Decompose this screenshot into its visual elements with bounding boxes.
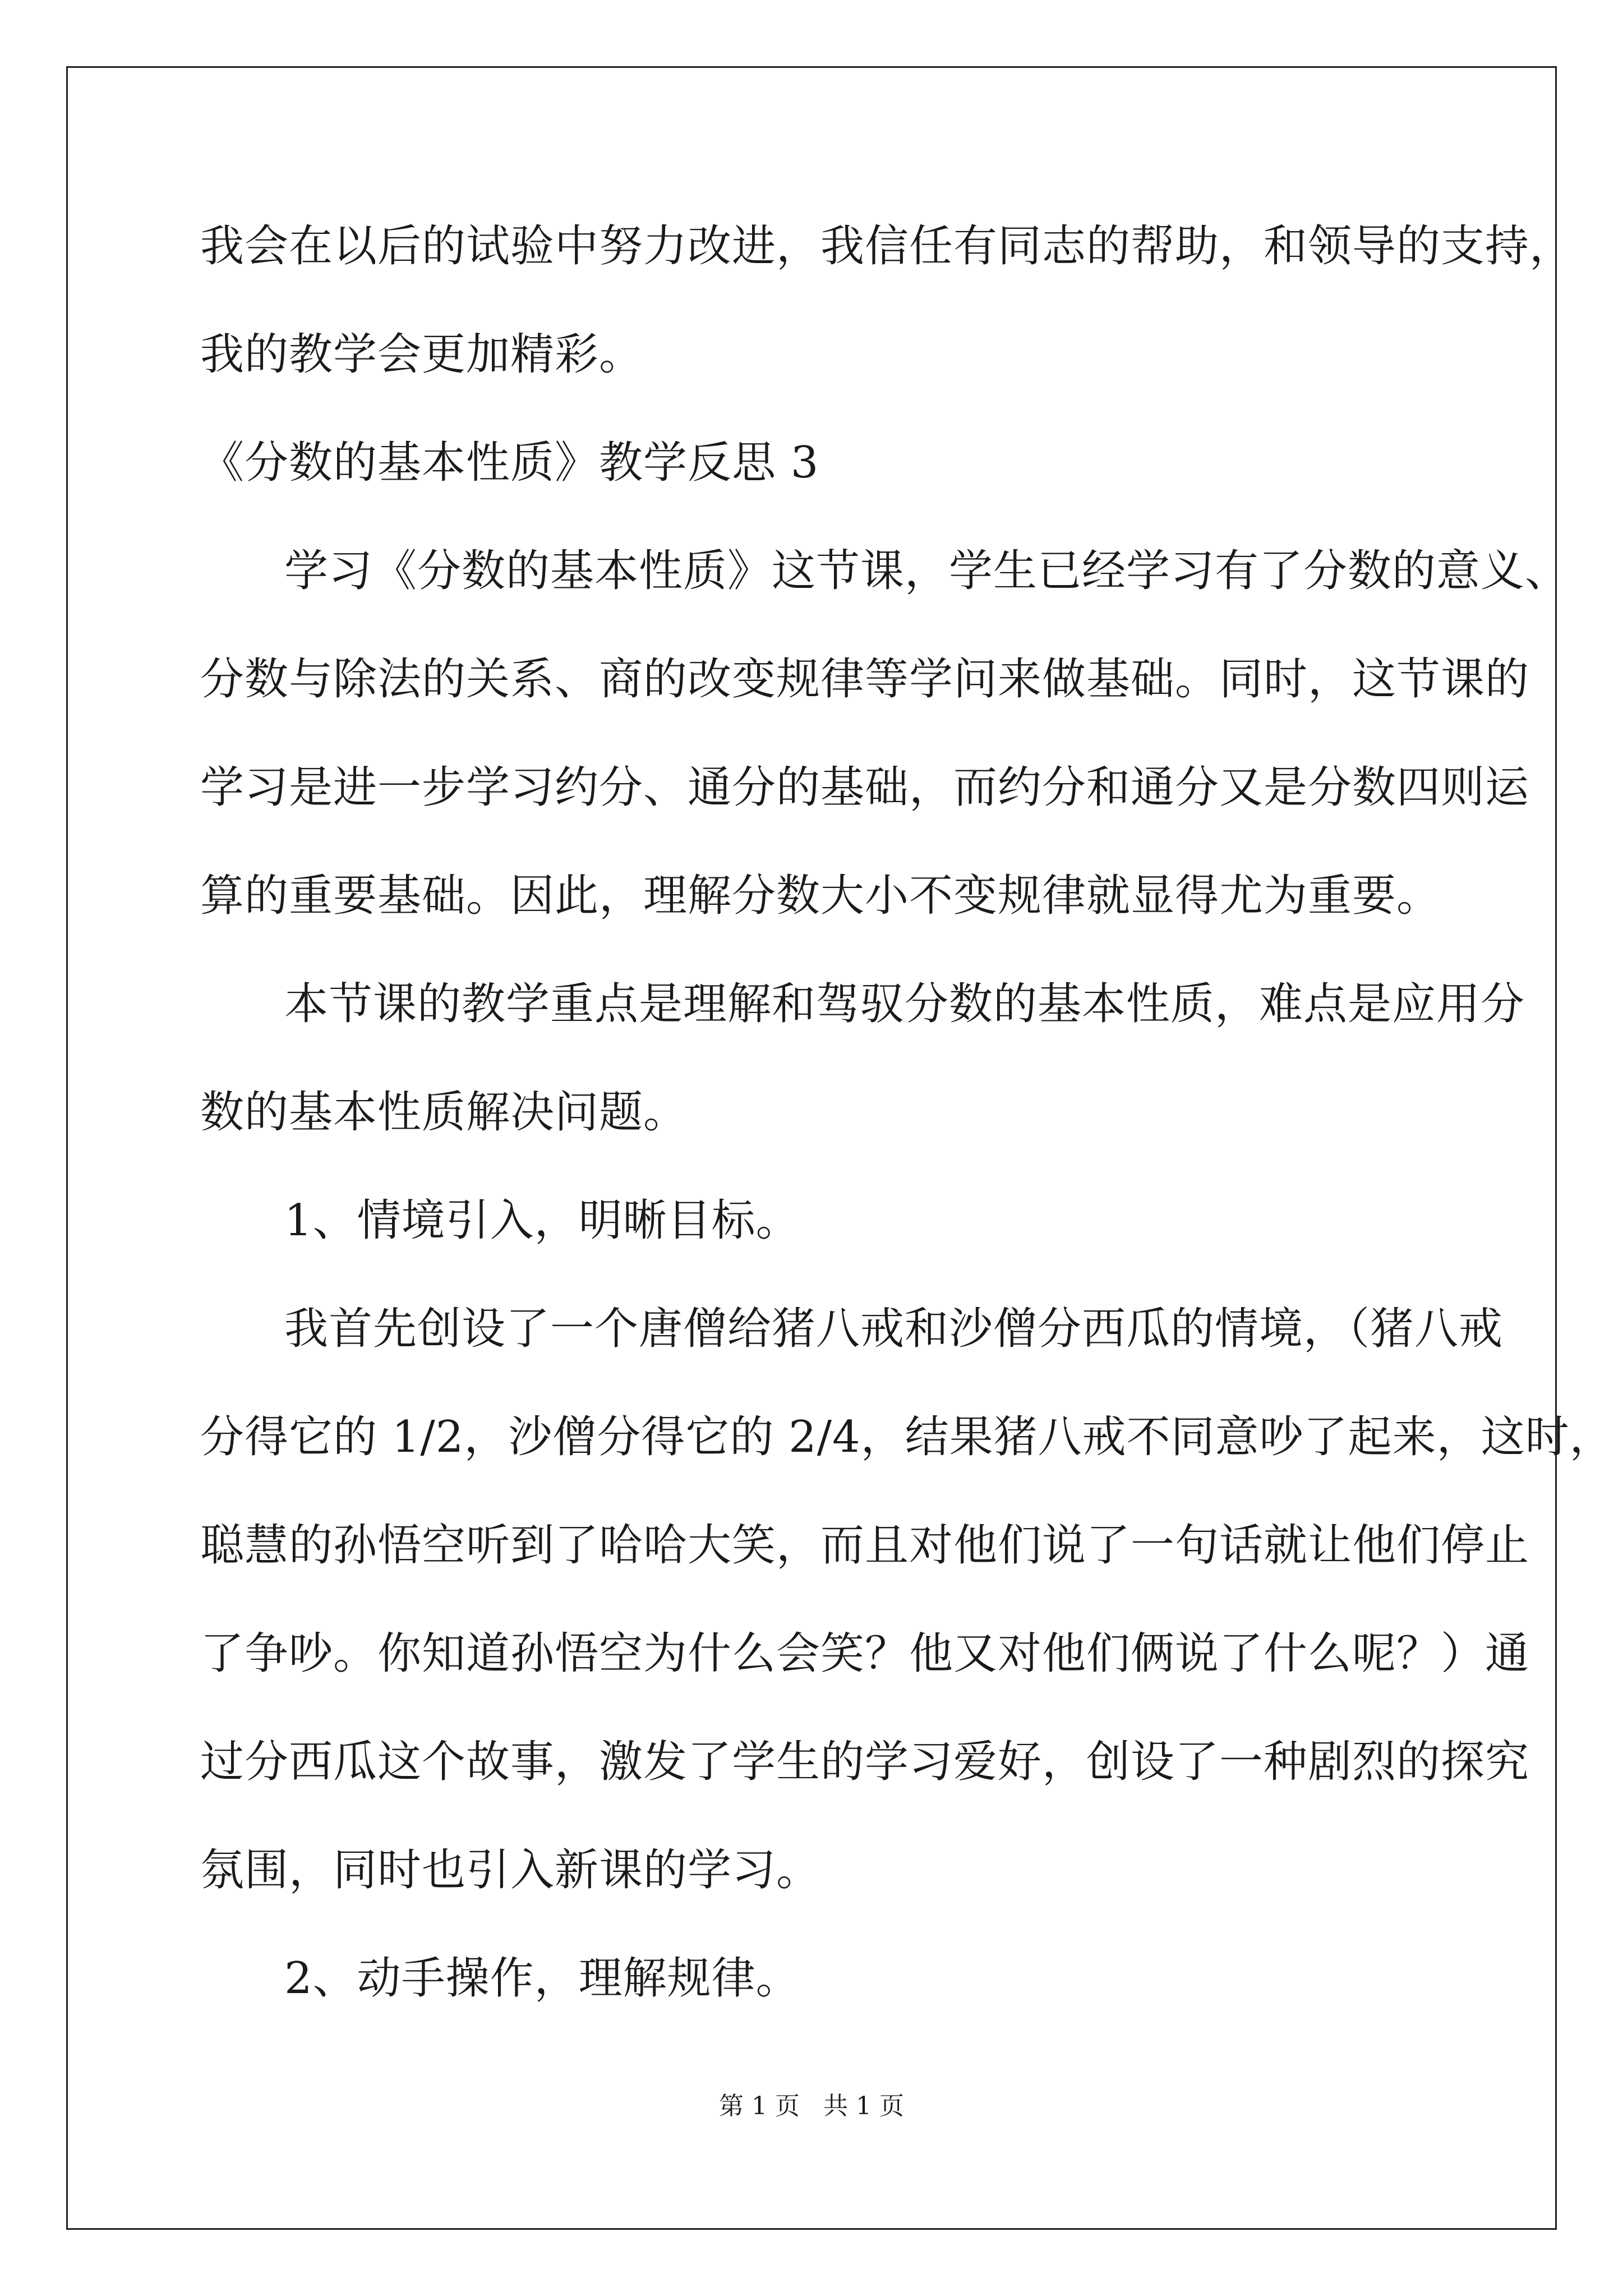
text-line-8: 本节课的教学重点是理解和驾驭分数的基本性质，难点是应用分 — [284, 979, 1525, 1029]
list-item-2: 2、动手操作，理解规律。 — [284, 1953, 800, 2004]
text-line-12: 分得它的 1/2，沙僧分得它的 2/4，结果猪八戒不同意吵了起来，这时， — [200, 1412, 1614, 1462]
text-line-2: 我的教学会更加精彩。 — [200, 329, 644, 380]
text-line-4: 学习《分数的基本性质》这节课，学生已经学习有了分数的意义、 — [284, 546, 1570, 596]
text-line-1: 我会在以后的试验中努力改进，我信任有同志的帮助，和领导的支持， — [200, 221, 1574, 272]
text-line-15: 过分西瓜这个故事，激发了学生的学习爱好，创设了一种剧烈的探究 — [200, 1737, 1530, 1787]
text-line-16: 氛围，同时也引入新课的学习。 — [200, 1845, 821, 1895]
text-line-14: 了争吵。你知道孙悟空为什么会笑？他又对他们俩说了什么呢？）通 — [200, 1628, 1530, 1679]
text-line-9: 数的基本性质解决问题。 — [200, 1087, 688, 1138]
text-line-13: 聪慧的孙悟空听到了哈哈大笑，而且对他们说了一句话就让他们停止 — [200, 1520, 1530, 1571]
page-footer: 第 1 页 共 1 页 — [719, 2092, 904, 2120]
text-line-5: 分数与除法的关系、商的改变规律等学问来做基础。同时，这节课的 — [200, 654, 1530, 705]
text-line-6: 学习是进一步学习约分、通分的基础，而约分和通分又是分数四则运 — [200, 762, 1530, 813]
list-item-1: 1、情境引入，明晰目标。 — [284, 1195, 800, 1246]
text-line-11: 我首先创设了一个唐僧给猪八戒和沙僧分西瓜的情境，（猪八戒 — [284, 1304, 1504, 1354]
section-heading: 《分数的基本性质》教学反思 3 — [200, 438, 819, 488]
text-line-7: 算的重要基础。因此，理解分数大小不变规律就显得尤为重要。 — [200, 871, 1441, 921]
document-body — [200, 221, 1614, 2062]
